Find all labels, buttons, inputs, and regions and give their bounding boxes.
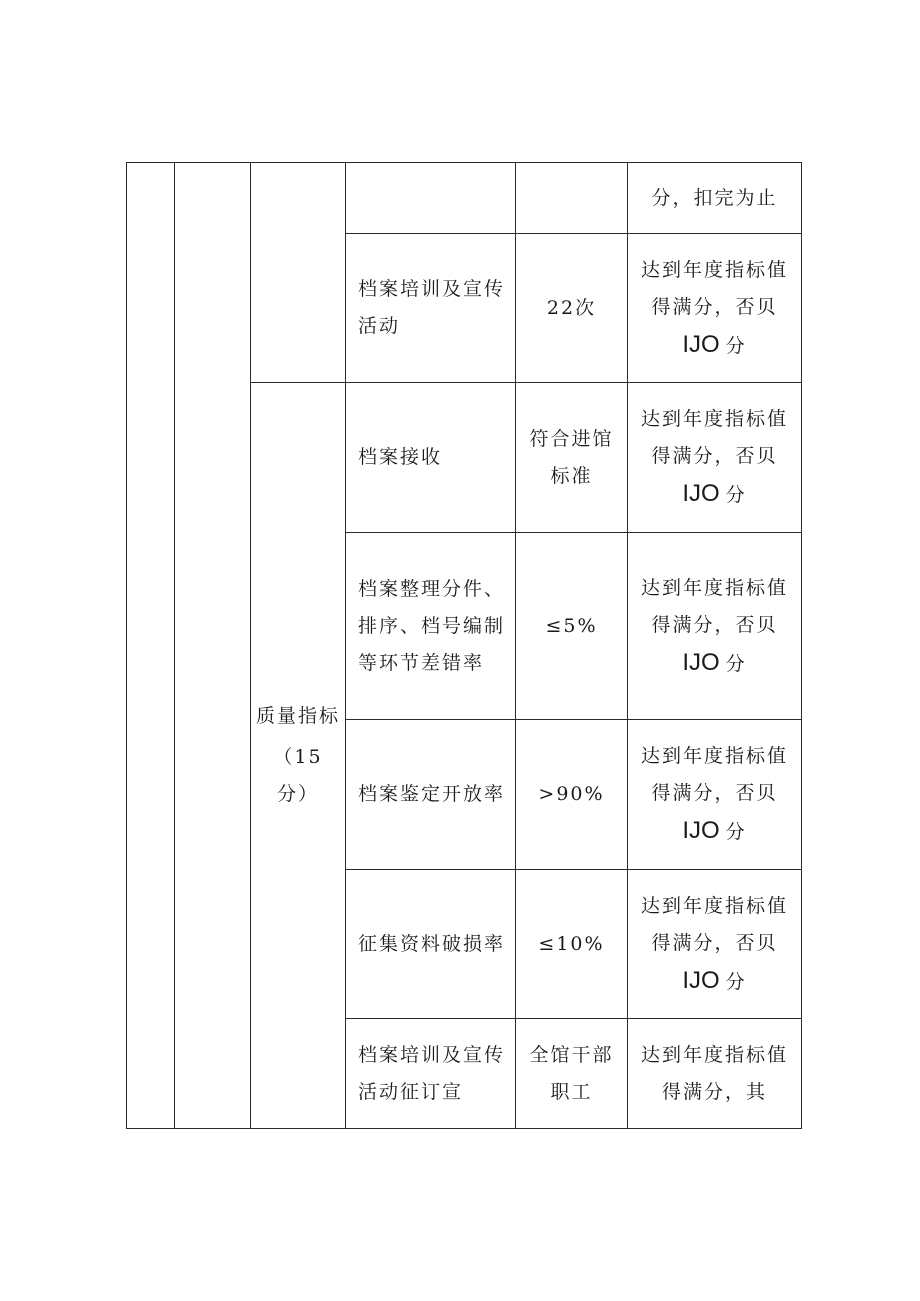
table-row-target: >90%	[538, 783, 605, 805]
table-row-target: ≤5%	[545, 614, 598, 637]
table-row-scoring-rule: 达到年度指标值 得满分，否贝 IJO 分	[640, 745, 788, 844]
table-row-target	[516, 163, 627, 233]
garbled-text: IJO	[682, 480, 720, 507]
table-row-indicator-name: 征集资料破损率	[358, 932, 506, 955]
table-row-indicator-name: 档案整理分件、排序、档号编制等环节差错率	[358, 577, 506, 674]
table-row-scoring-rule: 达到年度指标值 得满分，否贝 IJO 分	[640, 576, 788, 676]
garbled-text: IJO	[682, 330, 720, 358]
table-border-bottom	[126, 1128, 802, 1129]
category-cell	[251, 383, 345, 1128]
category-score: （15分）	[273, 746, 323, 805]
table-row-indicator-name	[346, 163, 515, 233]
table-border-right	[801, 162, 802, 1129]
table-border-left	[126, 162, 127, 1129]
table-row-target: 22次	[546, 296, 597, 319]
table-row-target: ≤10%	[538, 932, 605, 955]
garbled-text: IJO	[682, 648, 720, 676]
table-row-scoring-rule: 分，扣完为止	[651, 186, 778, 209]
indicator-table	[126, 162, 802, 1129]
column-divider	[174, 162, 175, 1129]
garbled-text: IJO	[682, 817, 720, 844]
category-label: 质量指标	[255, 705, 340, 727]
table-row-target: 全馆干部职工	[529, 1043, 614, 1103]
garbled-text: IJO	[682, 966, 720, 994]
table-row-target: 符合进馆标准	[529, 427, 614, 487]
table-row-indicator-name: 档案培训及宣传活动	[358, 278, 506, 337]
table-row-indicator-name: 档案接收	[358, 446, 443, 468]
table-row-scoring-rule: 达到年度指标值 得满分，否贝 IJO 分	[640, 408, 788, 507]
table-row-scoring-rule: 达到年度指标值 得满分，否贝 IJO 分	[640, 258, 788, 358]
table-row-scoring-rule: 达到年度指标值 得满分，其	[640, 1043, 788, 1103]
table-row-indicator-name: 档案培训及宣传活动征订宣	[358, 1043, 506, 1103]
table-row-indicator-name: 档案鉴定开放率	[358, 783, 506, 805]
table-row-scoring-rule: 达到年度指标值 得满分，否贝 IJO 分	[640, 894, 788, 994]
